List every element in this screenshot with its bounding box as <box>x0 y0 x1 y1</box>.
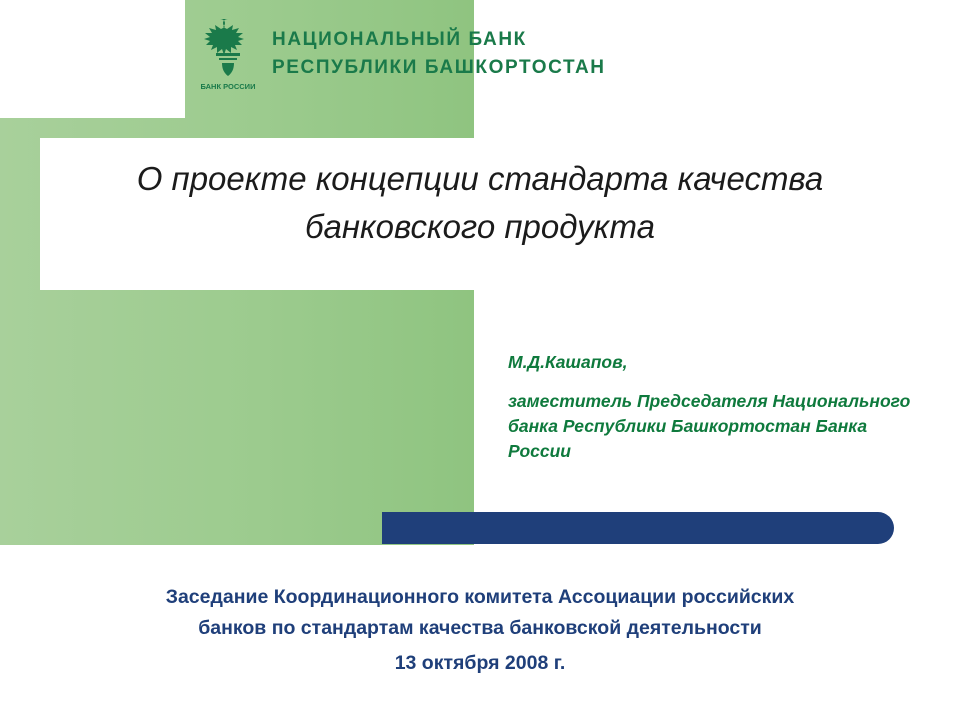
bank-logo <box>196 8 666 100</box>
accent-bar <box>382 512 894 544</box>
bank-logo-line2: РЕСПУБЛИКИ БАШКОРТОСТАН <box>272 57 606 78</box>
white-corner-notch <box>0 0 185 118</box>
bank-logo-text <box>272 26 606 82</box>
footer-line2: банков по стандартам качества банковской деятельности <box>198 617 762 639</box>
author-name: М.Д.Кашапов, <box>508 352 628 372</box>
slide-title: О проекте концепции стандарта качества банковского продукта <box>136 160 824 245</box>
bank-logo-line1: НАЦИОНАЛЬНЫЙ БАНК <box>272 29 527 50</box>
svg-text:БАНК РОССИИ: БАНК РОССИИ <box>200 82 256 91</box>
footer-block <box>30 582 930 679</box>
footer-line1: Заседание Координационного комитета Ассоциации российских <box>165 586 795 608</box>
bank-of-russia-emblem-icon <box>196 13 260 95</box>
author-position: заместитель Председателя Национального банка Республики Башкортостан Банка России <box>508 391 911 461</box>
footer-date: 13 октября 2008 г. <box>394 652 566 674</box>
author-block <box>508 350 928 464</box>
